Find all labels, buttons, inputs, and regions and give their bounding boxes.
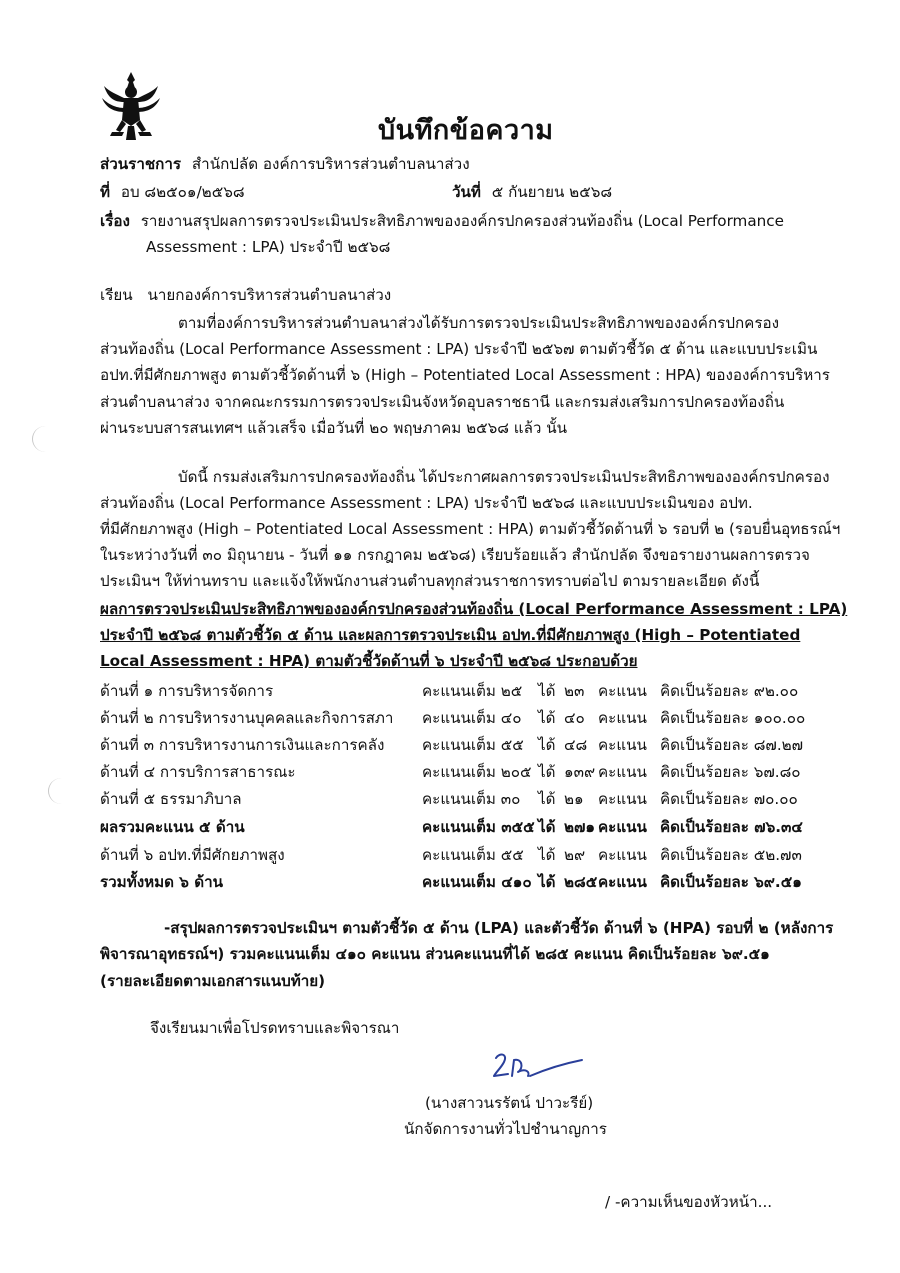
score-percent: คิดเป็นร้อยละ ๙๒.๐๐ xyxy=(660,682,799,700)
score-full: คะแนนเต็ม ๔๑๐ xyxy=(422,873,532,891)
date-label: วันที่ xyxy=(452,183,481,201)
date-value: ๕ กันยายน ๒๕๖๘ xyxy=(491,183,613,201)
handwritten-signature xyxy=(488,1046,588,1086)
score-got-label: ได้ xyxy=(538,873,556,891)
closing-text: จึงเรียนมาเพื่อโปรดทราบและพิจารณา xyxy=(150,1019,400,1037)
paragraph-1-line: ผ่านระบบสารสนเทศฯ แล้วเสร็จ เมื่อวันที่ ๒๐ พฤษภาคม ๒๕๖๘ แล้ว นั้น xyxy=(100,419,568,437)
paragraph-2-line: ที่มีศักยภาพสูง (High – Potentiated Local Assessment : HPA) ตามตัวชี้วัดด้านที่ ๖ รอบที่ ๒ (รอบยื่นอุทธรณ์ฯ xyxy=(100,520,841,538)
signer-name: (นางสาวนรรัตน์ ปาวะรีย์) xyxy=(425,1094,594,1112)
score-item-name: ด้านที่ ๔ การบริการสาธารณะ xyxy=(100,763,296,781)
paragraph-2-line: ส่วนท้องถิ่น (Local Performance Assessment : LPA) ประจำปี ๒๕๖๘ และแบบประเมินของ อปท. xyxy=(100,494,753,512)
subject-row xyxy=(100,210,784,232)
paragraph-1-line: อปท.ที่มีศักยภาพสูง ตามตัวชี้วัดด้านที่ ๖ (High – Potentiated Local Assessment : HPA) ขององค์การบริหาร xyxy=(100,366,830,384)
score-full: คะแนนเต็ม ๔๐ xyxy=(422,709,522,727)
document-title: บันทึกข้อความ xyxy=(378,115,554,146)
score-got-label: ได้ xyxy=(538,818,556,836)
score-unit: คะแนน xyxy=(598,763,647,781)
score-row xyxy=(100,788,820,810)
score-unit: คะแนน xyxy=(598,709,647,727)
subject-label: เรื่อง xyxy=(100,212,130,230)
score-row xyxy=(100,680,820,702)
continuation-note: / -ความเห็นของหัวหน้า... xyxy=(605,1193,773,1211)
score-got: ๔๐ xyxy=(564,709,585,727)
section-row xyxy=(100,153,470,175)
score-percent: คิดเป็นร้อยละ ๖๙.๕๑ xyxy=(660,873,802,891)
score-got-label: ได้ xyxy=(538,736,556,754)
score-full: คะแนนเต็ม ๒๕ xyxy=(422,682,523,700)
paragraph-2-line: ในระหว่างวันที่ ๓๐ มิถุนายน - วันที่ ๑๑ กรกฎาคม ๒๕๖๘) เรียบร้อยแล้ว สำนักปลัด จึงขอรายงานผลการตรวจ xyxy=(100,546,810,564)
summary-line: (รายละเอียดตามเอกสารแนบท้าย) xyxy=(100,972,326,990)
paragraph-1-line: ส่วนท้องถิ่น (Local Performance Assessment : LPA) ประจำปี ๒๕๖๗ ตามตัวชี้วัด ๕ ด้าน และแบบประเมิน xyxy=(100,340,818,358)
score-got: ๒๓ xyxy=(564,682,585,700)
paragraph-2-line: ประเมินฯ ให้ท่านทราบ และแจ้งให้พนักงานส่วนตำบลทุกส่วนราชการทราบต่อไป ตามรายละเอียด ดังนี้ xyxy=(100,572,760,590)
score-item-name: ผลรวมคะแนน ๕ ด้าน xyxy=(100,818,245,836)
score-unit: คะแนน xyxy=(598,818,647,836)
results-heading-line: ผลการตรวจประเมินประสิทธิภาพขององค์กรปกครองส่วนท้องถิ่น (Local Performance Assessment : LPA) xyxy=(100,600,848,618)
section-label: ส่วนราชการ xyxy=(100,155,182,173)
results-heading-line: ประจำปี ๒๕๖๘ ตามตัวชี้วัด ๕ ด้าน และผลการตรวจประเมิน อปท.ที่มีศักยภาพสูง (High – Potentiated xyxy=(100,626,801,644)
score-unit: คะแนน xyxy=(598,682,647,700)
score-unit: คะแนน xyxy=(598,790,647,808)
date-row xyxy=(452,181,612,203)
score-got-label: ได้ xyxy=(538,846,556,864)
score-got: ๒๙ xyxy=(564,846,586,864)
salutation-label: เรียน xyxy=(100,286,133,304)
paragraph-1-line: ส่วนตำบลนาส่วง จากคณะกรรมการตรวจประเมินจังหวัดอุบลราชธานี และกรมส่งเสริมการปกครองท้องถิ่น xyxy=(100,393,785,411)
score-item-name: ด้านที่ ๕ ธรรมาภิบาล xyxy=(100,790,242,808)
score-full: คะแนนเต็ม ๓๐ xyxy=(422,790,521,808)
score-unit: คะแนน xyxy=(598,873,647,891)
score-got: ๑๓๙ xyxy=(564,763,596,781)
score-percent: คิดเป็นร้อยละ ๕๒.๗๓ xyxy=(660,846,802,864)
score-got: ๒๗๑ xyxy=(564,818,596,836)
reference-label: ที่ xyxy=(100,183,111,201)
score-item-name: รวมทั้งหมด ๖ ด้าน xyxy=(100,873,223,891)
score-got-label: ได้ xyxy=(538,709,556,727)
score-full: คะแนนเต็ม ๓๕๕ xyxy=(422,818,535,836)
results-heading-line: Local Assessment : HPA) ตามตัวชี้วัดด้านที่ ๖ ประจำปี ๒๕๖๘ ประกอบด้วย xyxy=(100,652,638,670)
score-item-name: ด้านที่ ๑ การบริหารจัดการ xyxy=(100,682,274,700)
score-got: ๒๑ xyxy=(564,790,584,808)
paragraph-1-line: ตามที่องค์การบริหารส่วนตำบลนาส่วงได้รับการตรวจประเมินประสิทธิภาพขององค์กรปกครอง xyxy=(178,314,780,332)
score-full: คะแนนเต็ม ๒๐๕ xyxy=(422,763,532,781)
score-got-label: ได้ xyxy=(538,682,556,700)
subject-line-1: รายงานสรุปผลการตรวจประเมินประสิทธิภาพขององค์กรปกครองส่วนท้องถิ่น (Local Performance xyxy=(140,212,784,230)
punch-hole-mark xyxy=(32,426,59,452)
score-got-label: ได้ xyxy=(538,763,556,781)
score-row xyxy=(100,761,820,783)
score-percent: คิดเป็นร้อยละ ๘๗.๒๗ xyxy=(660,736,804,754)
score-percent: คิดเป็นร้อยละ ๗๖.๓๔ xyxy=(660,818,803,836)
score-item-name: ด้านที่ ๖ อปท.ที่มีศักยภาพสูง xyxy=(100,846,285,864)
score-item-name: ด้านที่ ๒ การบริหารงานบุคคลและกิจการสภา xyxy=(100,709,394,727)
score-got: ๔๘ xyxy=(564,736,588,754)
score-percent: คิดเป็นร้อยละ ๖๗.๘๐ xyxy=(660,763,801,781)
reference-number: อบ ๘๒๕๐๑/๒๕๖๘ xyxy=(120,183,245,201)
salutation-value: นายกองค์การบริหารส่วนตำบลนาส่วง xyxy=(147,286,392,304)
score-total-row xyxy=(100,871,820,893)
score-row xyxy=(100,844,820,866)
subject-line-2: Assessment : LPA) ประจำปี ๒๕๖๘ xyxy=(146,238,391,256)
score-full: คะแนนเต็ม ๕๕ xyxy=(422,736,524,754)
score-unit: คะแนน xyxy=(598,846,647,864)
summary-line: พิจารณาอุทธรณ์ฯ) รวมคะแนนเต็ม ๔๑๐ คะแนน ส่วนคะแนนที่ได้ ๒๘๕ คะแนน คิดเป็นร้อยละ ๖๙.๕๑ xyxy=(100,945,770,963)
score-full: คะแนนเต็ม ๕๕ xyxy=(422,846,524,864)
summary-line: -สรุปผลการตรวจประเมินฯ ตามตัวชี้วัด ๕ ด้าน (LPA) และตัวชี้วัด ด้านที่ ๖ (HPA) รอบที่ ๒ (หลังการ xyxy=(164,919,834,937)
section-value: สำนักปลัด องค์การบริหารส่วนตำบลนาส่วง xyxy=(191,155,470,173)
signer-position: นักจัดการงานทั่วไปชำนาญการ xyxy=(404,1120,607,1138)
reference-row xyxy=(100,181,245,203)
score-table xyxy=(100,680,820,900)
score-got-label: ได้ xyxy=(538,790,556,808)
score-got: ๒๘๕ xyxy=(564,873,598,891)
score-percent: คิดเป็นร้อยละ ๑๐๐.๐๐ xyxy=(660,709,806,727)
salutation-row xyxy=(100,284,391,306)
paragraph-2-line: บัดนี้ กรมส่งเสริมการปกครองท้องถิ่น ได้ประกาศผลการตรวจประเมินประสิทธิภาพขององค์กรปกครอง xyxy=(178,468,830,486)
score-item-name: ด้านที่ ๓ การบริหารงานการเงินและการคลัง xyxy=(100,736,385,754)
score-row xyxy=(100,707,820,729)
score-subtotal-row xyxy=(100,816,820,838)
garuda-emblem-icon xyxy=(100,68,162,142)
score-row xyxy=(100,734,820,756)
punch-hole-mark xyxy=(48,778,75,804)
score-unit: คะแนน xyxy=(598,736,647,754)
score-percent: คิดเป็นร้อยละ ๗๐.๐๐ xyxy=(660,790,798,808)
